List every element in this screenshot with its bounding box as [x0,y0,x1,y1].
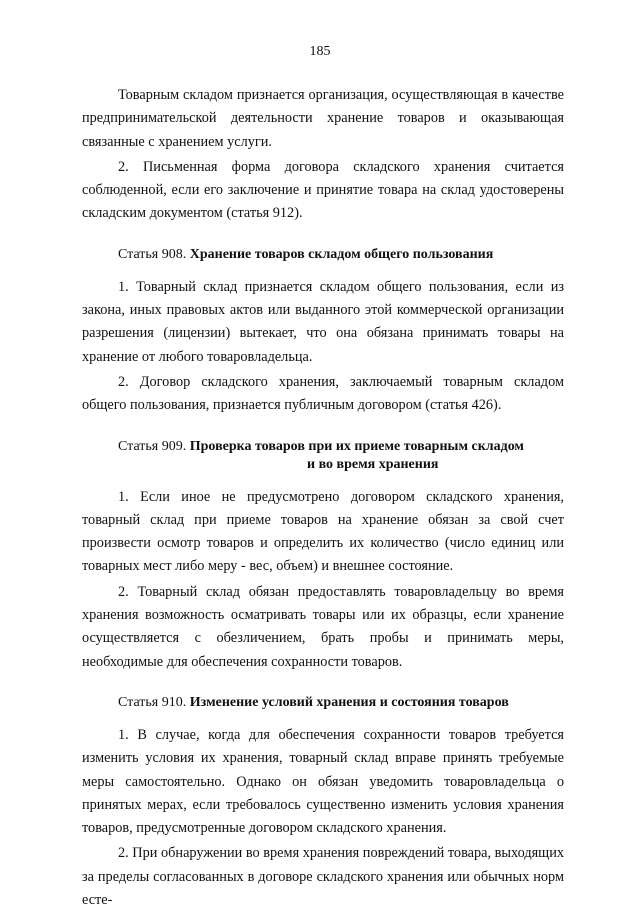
page-content [82,84,564,914]
article-heading-910 [82,694,564,712]
article-title: Хранение товаров складом общего пользования [189,246,494,262]
article-paragraph: 2. При обнаружении во время хранения повреждений товара, выходящих за пределы согласованных в договоре складского хранения или обычных норм есте- [82,845,564,909]
article-title-continued: и во время хранения [307,456,439,472]
article-number: Статья 910. [118,694,187,710]
article-title: Изменение условий хранения и состояния товаров [189,694,509,710]
page-number: 185 [309,44,331,59]
article-heading-908 [82,246,564,264]
article-number: Статья 908. [118,246,187,262]
intro-paragraph: Товарным складом признается организация, осуществляющая в качестве предпринимательской деятельности хранение товаров и оказывающая связанные с хранением услуги. [82,87,564,150]
intro-paragraph: 2. Письменная форма договора складского хранения считается соблюденной, если его заключение и принятие товара на склад удостоверены складским документом (статья 912). [82,158,564,222]
article-paragraph: 1. В случае, когда для обеспечения сохранности товаров требуется изменить условия их хранения, товарный склад вправе принять требуемые меры самостоятельно. Однако он обязан уведомить товаровладельца о принятых мерах, если требовалось существенно изменить условия хранения товаров, предусмотренные договором складского хранения. [82,726,564,837]
article-paragraph: 2. Товарный склад обязан предоставлять товаровладельцу во время хранения возможность осматривать товары или их образцы, если хранение осуществляется с обезличением, брать пробы и принимать меры, необходимые для обеспечения сохранности товаров. [82,583,564,670]
article-title: Проверка товаров при их приеме товарным складом [189,438,524,454]
article-number: Статья 909. [118,438,187,454]
article-paragraph: 1. Если иное не предусмотрено договором складского хранения, товарный склад при приеме товаров на хранение обязан за свой счет произвести осмотр товаров и определить их количество (число единиц или товарных мест либо меру - вес, объем) и внешнее состояние. [82,488,564,575]
article-paragraph: 1. Товарный склад признается складом общего пользования, если из закона, иных правовых актов или выданного этой коммерческой организации разрешения (лицензии) вытекает, что она обязана принимать товары на хранение от любого товаровладельца. [82,278,564,365]
article-heading-909 [82,438,564,474]
article-paragraph: 2. Договор складского хранения, заключаемый товарным складом общего пользования, признается публичным договором (статья 426). [82,373,564,414]
